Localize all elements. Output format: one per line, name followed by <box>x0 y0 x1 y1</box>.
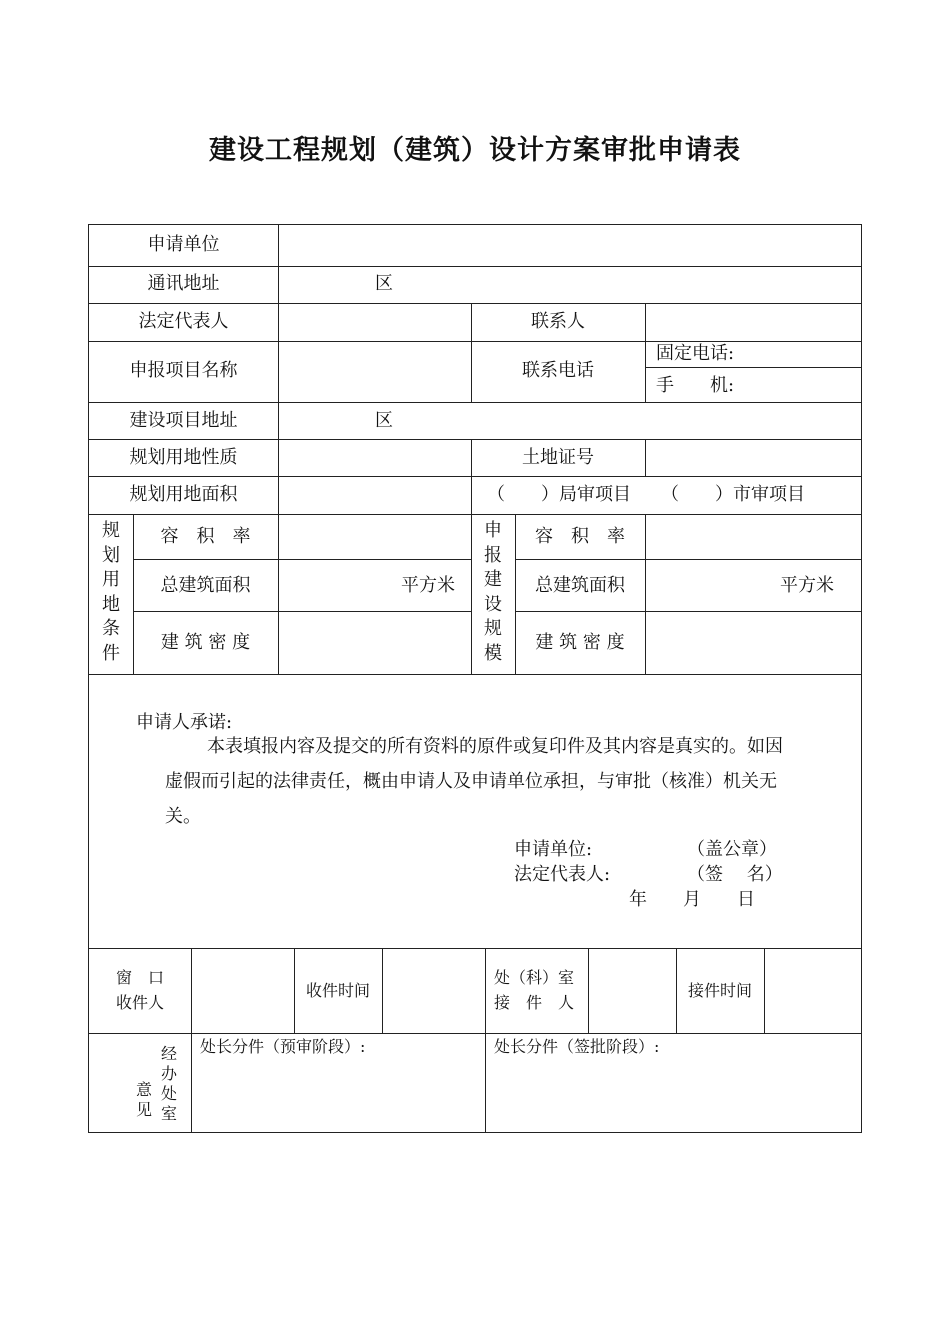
project-name-label: 申报项目名称 <box>129 360 238 381</box>
pre-review-label: 处长分件（预审阶段）: <box>200 1037 366 1056</box>
total-area-unit-left: 平方米 <box>401 575 455 596</box>
land-nature-label: 规划用地性质 <box>129 447 238 468</box>
window-receiver-line1: 窗 口 <box>115 968 164 987</box>
sign-unit-label: 申请单位: <box>514 839 593 860</box>
city-project-checkbox[interactable]: （ ）市审项目 <box>661 484 805 505</box>
construction-scale-header: 申报建设规模 <box>484 520 502 664</box>
application-form-table <box>88 224 862 1133</box>
seal-note: （盖公章） <box>687 839 777 860</box>
total-area-label-left: 总建筑面积 <box>160 575 251 596</box>
contact-person-label: 联系人 <box>531 311 585 332</box>
total-area-label-right: 总建筑面积 <box>535 575 625 596</box>
project-address-label: 建设项目地址 <box>129 410 238 431</box>
address-label: 通讯地址 <box>147 273 220 294</box>
sign-rep-label: 法定代表人: <box>514 864 611 885</box>
signature-note: （签 名） <box>687 864 783 885</box>
window-receiver-line2: 收件人 <box>115 993 164 1012</box>
project-address-district: 区 <box>375 410 393 431</box>
commitment-line-3: 关。 <box>165 806 201 827</box>
land-cert-label: 土地证号 <box>522 447 594 468</box>
total-area-unit-right: 平方米 <box>780 575 834 596</box>
density-label-left: 建 筑 密 度 <box>160 632 251 653</box>
applicant-unit-label: 申请单位 <box>147 234 220 255</box>
plot-ratio-label-right: 容 积 率 <box>535 526 625 547</box>
form-title: 建设工程规划（建筑）设计方案审批申请表 <box>209 135 741 166</box>
sign-date: 年 月 日 <box>629 889 755 910</box>
land-area-label: 规划用地面积 <box>129 484 238 505</box>
plot-ratio-label-left: 容 积 率 <box>160 526 251 547</box>
contact-phone-label: 联系电话 <box>522 360 594 381</box>
legal-rep-label: 法定代表人 <box>138 311 229 332</box>
commitment-line-2: 虚假而引起的法律责任，概由申请人及申请单位承担，与审批（核准）机关无 <box>165 771 777 792</box>
approval-stage-label: 处长分件（签批阶段）: <box>494 1037 660 1056</box>
bureau-project-checkbox[interactable]: （ ）局审项目 <box>487 484 631 505</box>
accept-time-label: 接件时间 <box>687 981 752 1000</box>
dept-receiver-line1: 处（科）室 <box>494 968 575 987</box>
dept-receiver-line2: 接 件 人 <box>494 993 575 1012</box>
commitment-text <box>165 729 855 834</box>
address-district: 区 <box>375 273 393 294</box>
planning-conditions-header: 规划用地条件 <box>102 520 120 664</box>
density-label-right: 建 筑 密 度 <box>535 632 625 653</box>
fixed-phone-label: 固定电话: <box>656 343 735 364</box>
opinion-label: 意见 <box>135 1080 152 1119</box>
commitment-line-1: 本表填报内容及提交的所有资料的原件或复印件及其内容是真实的。如因 <box>207 736 783 757</box>
receive-time-label: 收件时间 <box>305 981 370 1000</box>
commitment-heading: 申请人承诺: <box>136 712 233 733</box>
mobile-label: 手 机: <box>656 375 735 396</box>
handling-office-label: 经办处室 <box>160 1044 177 1123</box>
